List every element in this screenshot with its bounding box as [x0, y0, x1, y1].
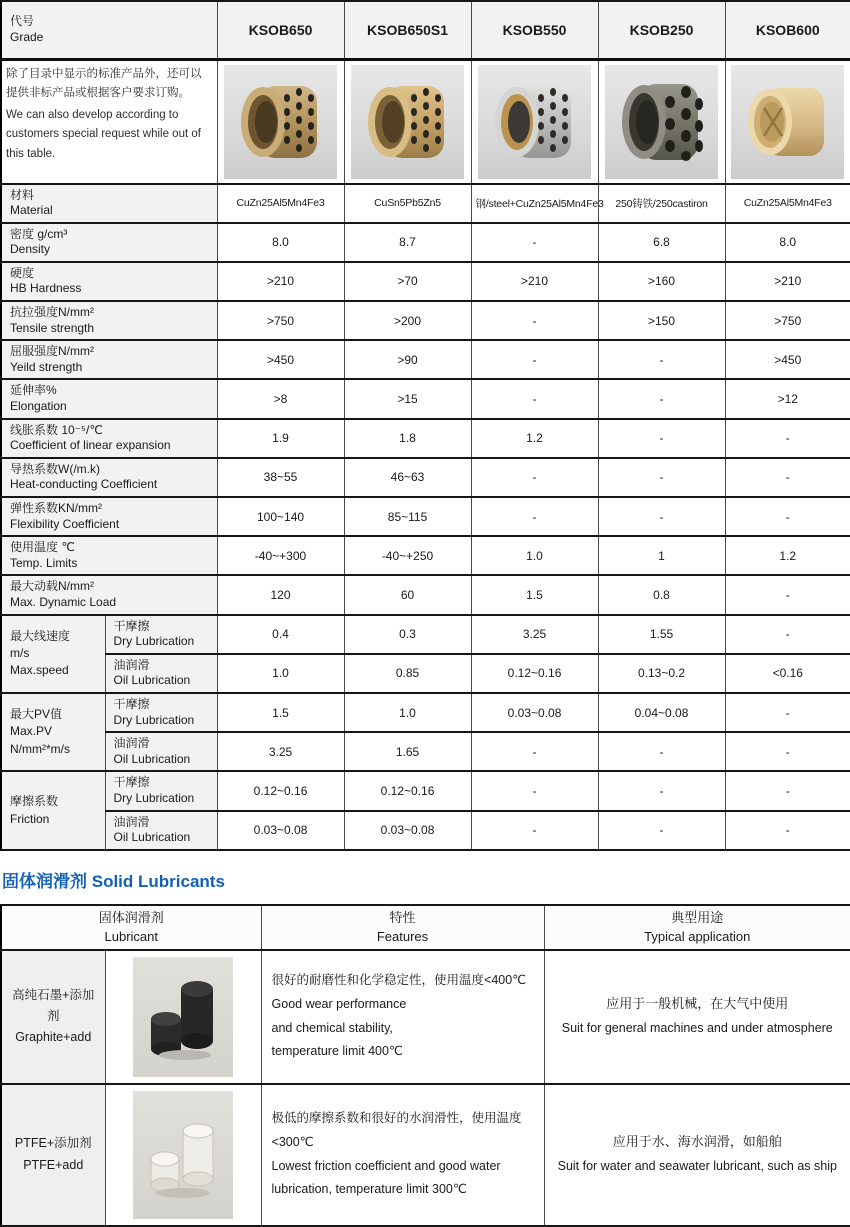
cell-value: 1.5	[471, 575, 598, 614]
grade-ksob550: KSOB550	[471, 1, 598, 59]
section-heading-solid-lubricants	[2, 867, 850, 892]
bushing-photo-ksob250	[610, 70, 714, 174]
bushing-photo-ksob600	[736, 70, 840, 174]
cell-value: -	[471, 301, 598, 340]
grade-ksob600: KSOB600	[725, 1, 850, 59]
cell-value: >200	[344, 301, 471, 340]
cell-value: <0.16	[725, 654, 850, 693]
spec-row-linear-expansion	[1, 419, 850, 458]
bushing-photo-ksob550	[483, 70, 587, 174]
sub-label: 干摩擦 Dry Lubrication	[105, 771, 217, 810]
cell-value: -	[725, 615, 850, 654]
cell-value: 0.3	[344, 615, 471, 654]
cell-value: >450	[725, 340, 850, 379]
cell-value: 46~63	[344, 458, 471, 497]
row-label: 使用温度 ℃ Temp. Limits	[1, 536, 217, 575]
lub-name-cell: PTFE+添加剂 PTFE+add	[1, 1084, 105, 1226]
cell-value: -	[725, 497, 850, 536]
cell-value: -	[725, 693, 850, 732]
ptfe-pellets-photo	[137, 1095, 229, 1215]
group-label-maxpv: 最大PV值 Max.PV N/mm²*m/s	[1, 693, 105, 771]
cell-value: -	[725, 732, 850, 771]
cell-value: -	[471, 458, 598, 497]
photo-cell-ksob250	[598, 59, 725, 184]
lub-header-application: 典型用途 Typical application	[544, 905, 850, 950]
cell-value: 1.5	[217, 693, 344, 732]
cell-value: 38~55	[217, 458, 344, 497]
section-heading-en: Solid Lubricants	[91, 871, 225, 891]
row-label: 抗拉强度N/mm² Tensile strength	[1, 301, 217, 340]
cell-value: -	[598, 811, 725, 850]
lub-application-cell: 应用于一般机械，在大气中使用 Suit for general machines and under atmosphere	[544, 950, 850, 1084]
lub-features-cell: 极低的摩擦系数和很好的水润滑性，使用温度<300℃ Lowest friction coefficient and good water lubrication, temperature limit 300℃	[261, 1084, 544, 1226]
row-label: 屈服强度N/mm² Yeild strength	[1, 340, 217, 379]
cell-value: >150	[598, 301, 725, 340]
bushing-photo-ksob650	[229, 70, 333, 174]
cell-value: -	[471, 732, 598, 771]
cell-value: >750	[725, 301, 850, 340]
cell-value: >90	[344, 340, 471, 379]
cell-value: 60	[344, 575, 471, 614]
grade-label-en: Grade	[10, 29, 44, 44]
cell-value: CuZn25Al5Mn4Fe3	[725, 184, 850, 223]
lub-header-features: 特性 Features	[261, 905, 544, 950]
cell-value: 1.0	[217, 654, 344, 693]
cell-value: -	[471, 811, 598, 850]
grade-label-zh: 代号	[10, 14, 35, 29]
cell-value: -	[471, 379, 598, 418]
cell-value: 0.12~0.16	[217, 771, 344, 810]
cell-value: >210	[725, 262, 850, 301]
row-label	[1, 184, 217, 223]
spec-row-elongation	[1, 379, 850, 418]
cell-value: 0.12~0.16	[344, 771, 471, 810]
cell-value: 8.0	[725, 223, 850, 262]
cell-value: 0.03~0.08	[217, 811, 344, 850]
cell-value: -40~+300	[217, 536, 344, 575]
spec-row-maxspeed-dry	[1, 615, 850, 654]
cell-value: 0.4	[217, 615, 344, 654]
photo-cell-ksob650s1	[344, 59, 471, 184]
cell-value: >12	[725, 379, 850, 418]
cell-value: -	[598, 771, 725, 810]
cell-value: >160	[598, 262, 725, 301]
cell-value: -	[598, 379, 725, 418]
spec-row-density	[1, 223, 850, 262]
cell-value: 3.25	[217, 732, 344, 771]
lub-row-ptfe	[1, 1084, 850, 1226]
lub-name-cell: 高纯石墨+添加剂 Graphite+add	[1, 950, 105, 1084]
spec-row-temp-limits	[1, 536, 850, 575]
cell-value: 6.8	[598, 223, 725, 262]
sub-label: 油润滑 Oil Lubrication	[105, 732, 217, 771]
cell-value: 1.2	[725, 536, 850, 575]
cell-value: 1.0	[344, 693, 471, 732]
grade-header-label-cell	[1, 1, 217, 59]
cell-value: -	[471, 223, 598, 262]
row-label: 线胀系数 10⁻⁵/℃ Coefficient of linear expansion	[1, 419, 217, 458]
cell-value: -	[598, 340, 725, 379]
cell-value: -	[725, 811, 850, 850]
cell-value: 120	[217, 575, 344, 614]
intro-text-en: We can also develop according to customers special request while out of this table.	[6, 108, 201, 160]
sub-label: 油润滑 Oil Lubrication	[105, 811, 217, 850]
cell-value: 0.03~0.08	[344, 811, 471, 850]
lub-header-lubricant: 固体润滑剂 Lubricant	[1, 905, 261, 950]
row-label-zh: 材料	[10, 187, 35, 202]
cell-value: 0.13~0.2	[598, 654, 725, 693]
spec-row-hardness	[1, 262, 850, 301]
sub-label: 油润滑 Oil Lubrication	[105, 654, 217, 693]
lubricants-table	[0, 904, 850, 1227]
cell-value: 0.85	[344, 654, 471, 693]
cell-value: 0.03~0.08	[471, 693, 598, 732]
cell-value: -	[725, 575, 850, 614]
cell-value: >210	[471, 262, 598, 301]
row-label: 延伸率% Elongation	[1, 379, 217, 418]
section-heading-zh: 固体润滑剂	[2, 871, 87, 891]
row-label: 弹性系数KN/mm² Flexibility Coefficient	[1, 497, 217, 536]
cell-value: 1.9	[217, 419, 344, 458]
spec-row-maxpv-oil	[1, 732, 850, 771]
spec-row-heat-conducting	[1, 458, 850, 497]
photo-cell-ksob650	[217, 59, 344, 184]
cell-value: 钢/steel+CuZn25Al5Mn4Fe3	[471, 184, 598, 223]
cell-value: 3.25	[471, 615, 598, 654]
spec-row-yield	[1, 340, 850, 379]
spec-row-friction-oil	[1, 811, 850, 850]
lub-photo-cell-graphite	[105, 950, 261, 1084]
cell-value: -40~+250	[344, 536, 471, 575]
cell-value: CuSn5Pb5Zn5	[344, 184, 471, 223]
lub-header-row	[1, 905, 850, 950]
grade-header-row	[1, 1, 850, 59]
intro-cell	[1, 59, 217, 184]
row-label-en: Material	[10, 203, 53, 218]
sub-label: 干摩擦 Dry Lubrication	[105, 693, 217, 732]
cell-value: -	[471, 771, 598, 810]
spec-row-max-dynamic-load	[1, 575, 850, 614]
spec-row-material	[1, 184, 850, 223]
lub-features-cell: 很好的耐磨性和化学稳定性，使用温度<400℃ Good wear performance and chemical stability, temperature limit 400℃	[261, 950, 544, 1084]
cell-value: 0.04~0.08	[598, 693, 725, 732]
row-label: 密度 g/cm³ Density	[1, 223, 217, 262]
cell-value: >70	[344, 262, 471, 301]
cell-value: CuZn25Al5Mn4Fe3	[217, 184, 344, 223]
grade-ksob650s1: KSOB650S1	[344, 1, 471, 59]
cell-value: >210	[217, 262, 344, 301]
photo-cell-ksob550	[471, 59, 598, 184]
cell-value: -	[598, 458, 725, 497]
group-label-maxspeed: 最大线速度 m/s Max.speed	[1, 615, 105, 693]
cell-value: -	[471, 340, 598, 379]
intro-text-zh: 除了目录中显示的标准产品外，还可以提供非标产品或根据客户要求订购。	[6, 67, 202, 100]
spec-row-tensile	[1, 301, 850, 340]
cell-value: >450	[217, 340, 344, 379]
cell-value: -	[598, 497, 725, 536]
cell-value: -	[471, 497, 598, 536]
cell-value: >15	[344, 379, 471, 418]
cell-value: -	[725, 458, 850, 497]
cell-value: 1.0	[471, 536, 598, 575]
cell-value: 1.2	[471, 419, 598, 458]
cell-value: -	[598, 419, 725, 458]
spec-row-friction-dry	[1, 771, 850, 810]
cell-value: -	[725, 419, 850, 458]
cell-value: >8	[217, 379, 344, 418]
lub-row-graphite	[1, 950, 850, 1084]
cell-value: 8.0	[217, 223, 344, 262]
row-label: 最大动载N/mm² Max. Dynamic Load	[1, 575, 217, 614]
photo-cell-ksob600	[725, 59, 850, 184]
sub-label: 干摩擦 Dry Lubrication	[105, 615, 217, 654]
row-label: 硬度 HB Hardness	[1, 262, 217, 301]
lub-photo-cell-ptfe	[105, 1084, 261, 1226]
group-label-friction: 摩擦系数 Friction	[1, 771, 105, 849]
cell-value: 100~140	[217, 497, 344, 536]
cell-value: 1.8	[344, 419, 471, 458]
cell-value: >750	[217, 301, 344, 340]
cell-value: -	[598, 732, 725, 771]
cell-value: 0.12~0.16	[471, 654, 598, 693]
cell-value: 8.7	[344, 223, 471, 262]
cell-value: -	[725, 771, 850, 810]
cell-value: 250铸铁/250castiron	[598, 184, 725, 223]
grade-ksob250: KSOB250	[598, 1, 725, 59]
bushing-photo-ksob650s1	[356, 70, 460, 174]
graphite-pellets-photo	[137, 961, 229, 1073]
lub-application-cell: 应用于水、海水润滑，如船舶 Suit for water and seawater lubricant, such as ship	[544, 1084, 850, 1226]
row-label: 导热系数W(/m.k) Heat-conducting Coefficient	[1, 458, 217, 497]
cell-value: 1.55	[598, 615, 725, 654]
cell-value: 85~115	[344, 497, 471, 536]
spec-row-flexibility	[1, 497, 850, 536]
grade-ksob650: KSOB650	[217, 1, 344, 59]
product-photo-row	[1, 59, 850, 184]
spec-row-maxspeed-oil	[1, 654, 850, 693]
spec-row-maxpv-dry	[1, 693, 850, 732]
cell-value: 1.65	[344, 732, 471, 771]
cell-value: 1	[598, 536, 725, 575]
cell-value: 0.8	[598, 575, 725, 614]
